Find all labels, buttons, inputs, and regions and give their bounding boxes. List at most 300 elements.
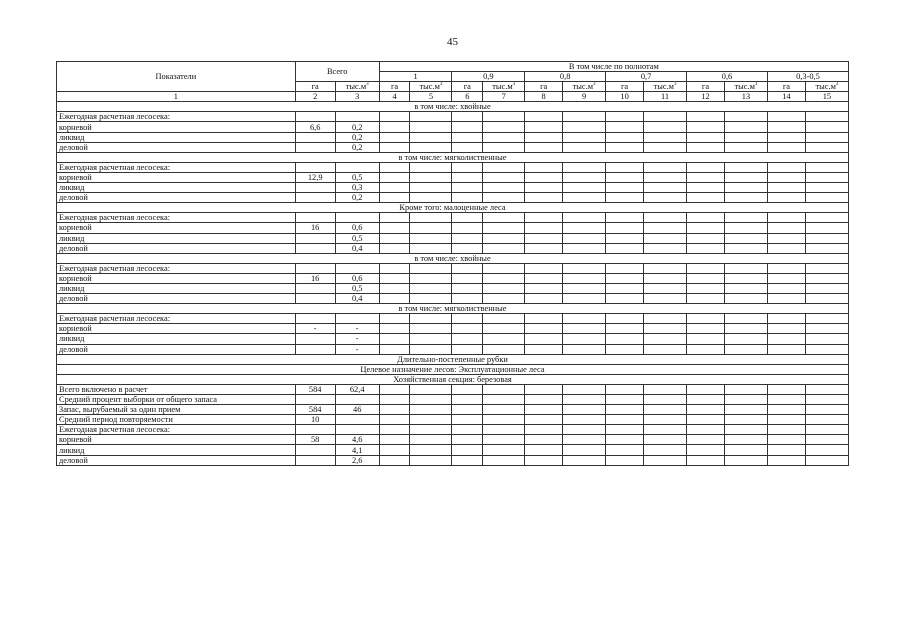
cell-empty xyxy=(483,324,525,334)
table-row xyxy=(57,445,849,455)
cell-empty xyxy=(452,263,483,273)
cell-empty xyxy=(410,122,452,132)
cell-empty xyxy=(805,273,848,283)
cell-empty xyxy=(452,273,483,283)
cell-empty xyxy=(805,324,848,334)
cell-total-m3: - xyxy=(335,334,379,344)
cell-empty xyxy=(644,344,687,354)
cell-empty xyxy=(410,263,452,273)
cell-empty xyxy=(687,283,725,293)
cell-empty xyxy=(452,334,483,344)
table-row xyxy=(57,213,849,223)
cell-empty xyxy=(724,273,767,283)
cell-empty xyxy=(724,122,767,132)
cell-empty xyxy=(724,172,767,182)
header-density: 0,7 xyxy=(606,72,687,82)
cell-empty xyxy=(805,294,848,304)
cell-empty xyxy=(410,425,452,435)
cell-empty xyxy=(563,445,606,455)
cell-empty xyxy=(483,183,525,193)
cell-empty xyxy=(525,273,563,283)
cell-empty xyxy=(563,162,606,172)
cell-empty xyxy=(687,213,725,223)
row-label: Средний процент выборки от общего запаса xyxy=(57,395,296,405)
cell-empty xyxy=(525,455,563,465)
cell-empty xyxy=(410,314,452,324)
cell-empty xyxy=(525,415,563,425)
cell-empty xyxy=(644,112,687,122)
column-number: 4 xyxy=(379,92,410,102)
cell-empty xyxy=(563,233,606,243)
row-label: Ежегодная расчетная лесосека: xyxy=(57,314,296,324)
cell-total-ha xyxy=(295,334,335,344)
table-row xyxy=(57,344,849,354)
cell-empty xyxy=(606,183,644,193)
cell-empty xyxy=(644,455,687,465)
column-number: 13 xyxy=(724,92,767,102)
section-row xyxy=(57,374,849,384)
cell-empty xyxy=(483,172,525,182)
cell-empty xyxy=(525,324,563,334)
row-label: ликвид xyxy=(57,445,296,455)
cell-empty xyxy=(379,344,410,354)
cell-total-ha: - xyxy=(295,324,335,334)
cell-empty xyxy=(563,314,606,324)
cell-total-ha xyxy=(295,183,335,193)
cell-empty xyxy=(805,183,848,193)
cell-empty xyxy=(483,344,525,354)
unit-m3-superscript: 3 xyxy=(593,82,596,88)
cell-empty xyxy=(483,213,525,223)
cell-empty xyxy=(452,132,483,142)
cell-empty xyxy=(525,425,563,435)
cell-empty xyxy=(805,384,848,394)
cell-empty xyxy=(724,405,767,415)
cell-empty xyxy=(525,294,563,304)
cell-empty xyxy=(563,213,606,223)
cell-empty xyxy=(563,283,606,293)
cell-total-ha: 584 xyxy=(295,405,335,415)
cell-total-m3: 0,2 xyxy=(335,193,379,203)
cell-empty xyxy=(483,455,525,465)
cell-total-ha xyxy=(295,455,335,465)
cell-empty xyxy=(483,162,525,172)
cell-empty xyxy=(644,243,687,253)
row-label: Средний период повторяемости xyxy=(57,415,296,425)
cell-empty xyxy=(410,142,452,152)
unit-ha: га xyxy=(379,82,410,92)
cell-empty xyxy=(644,435,687,445)
cell-empty xyxy=(410,233,452,243)
table-row xyxy=(57,243,849,253)
cell-empty xyxy=(687,172,725,182)
unit-m3-superscript: 3 xyxy=(512,82,516,88)
cell-empty xyxy=(379,405,410,415)
cell-empty xyxy=(483,405,525,415)
row-label: ликвид xyxy=(57,334,296,344)
cell-empty xyxy=(410,213,452,223)
row-label: корневой xyxy=(57,223,296,233)
cell-empty xyxy=(606,142,644,152)
cell-total-m3 xyxy=(335,162,379,172)
table-row xyxy=(57,314,849,324)
cell-empty xyxy=(687,455,725,465)
cell-empty xyxy=(805,415,848,425)
cell-total-m3: 0,3 xyxy=(335,183,379,193)
section-title: Хозяйственная секция: березовая xyxy=(57,374,849,384)
table-row xyxy=(57,162,849,172)
cell-empty xyxy=(724,324,767,334)
cell-empty xyxy=(606,213,644,223)
cell-total-m3: 0,6 xyxy=(335,223,379,233)
row-label: корневой xyxy=(57,172,296,182)
cell-empty xyxy=(606,172,644,182)
cell-empty xyxy=(525,172,563,182)
cell-empty xyxy=(606,324,644,334)
cell-total-ha xyxy=(295,344,335,354)
cell-empty xyxy=(687,112,725,122)
table-row xyxy=(57,193,849,203)
cell-empty xyxy=(410,405,452,415)
cell-empty xyxy=(687,324,725,334)
row-label: деловой xyxy=(57,455,296,465)
cell-empty xyxy=(452,142,483,152)
cell-total-m3: - xyxy=(335,324,379,334)
cell-empty xyxy=(379,213,410,223)
table-row xyxy=(57,142,849,152)
cell-empty xyxy=(563,263,606,273)
cell-empty xyxy=(525,283,563,293)
cell-total-ha xyxy=(295,263,335,273)
header-density: 0,8 xyxy=(525,72,606,82)
cell-empty xyxy=(525,213,563,223)
cell-total-ha xyxy=(295,243,335,253)
cell-empty xyxy=(767,162,805,172)
cell-empty xyxy=(410,172,452,182)
unit-m3 xyxy=(644,82,687,92)
cell-empty xyxy=(563,405,606,415)
cell-empty xyxy=(563,324,606,334)
cell-total-ha xyxy=(295,193,335,203)
cell-empty xyxy=(644,122,687,132)
cell-empty xyxy=(410,445,452,455)
cell-total-m3 xyxy=(335,314,379,324)
cell-empty xyxy=(767,183,805,193)
cell-empty xyxy=(644,405,687,415)
unit-ha: га xyxy=(525,82,563,92)
row-label: деловой xyxy=(57,142,296,152)
cell-empty xyxy=(767,324,805,334)
cell-empty xyxy=(724,334,767,344)
cell-total-m3: 46 xyxy=(335,405,379,415)
cell-empty xyxy=(379,334,410,344)
section-row xyxy=(57,364,849,374)
cell-empty xyxy=(483,415,525,425)
cell-empty xyxy=(644,283,687,293)
cell-empty xyxy=(724,233,767,243)
unit-m3 xyxy=(805,82,848,92)
cell-empty xyxy=(644,314,687,324)
cell-empty xyxy=(606,415,644,425)
cell-empty xyxy=(525,344,563,354)
unit-m3-superscript: 3 xyxy=(835,82,839,88)
cell-empty xyxy=(452,183,483,193)
table-row xyxy=(57,223,849,233)
row-label: ликвид xyxy=(57,233,296,243)
cell-total-m3: 0,5 xyxy=(335,283,379,293)
row-label: деловой xyxy=(57,344,296,354)
cell-total-m3: 0,6 xyxy=(335,273,379,283)
cell-empty xyxy=(410,193,452,203)
cell-total-m3 xyxy=(335,112,379,122)
cell-empty xyxy=(452,455,483,465)
column-number: 1 xyxy=(57,92,296,102)
cell-empty xyxy=(483,122,525,132)
cell-empty xyxy=(483,142,525,152)
cell-empty xyxy=(724,223,767,233)
cell-empty xyxy=(644,395,687,405)
cell-empty xyxy=(724,193,767,203)
cell-empty xyxy=(410,455,452,465)
cell-empty xyxy=(379,384,410,394)
section-row xyxy=(57,354,849,364)
cell-empty xyxy=(483,273,525,283)
cell-empty xyxy=(379,294,410,304)
cell-empty xyxy=(452,122,483,132)
cell-total-ha xyxy=(295,425,335,435)
cell-empty xyxy=(606,193,644,203)
header-row-column-numbers xyxy=(57,92,849,102)
cell-empty xyxy=(606,425,644,435)
column-number: 8 xyxy=(525,92,563,102)
table-row xyxy=(57,263,849,273)
cell-empty xyxy=(452,435,483,445)
cell-empty xyxy=(805,223,848,233)
header-indicators: Показатели xyxy=(57,62,296,92)
cell-empty xyxy=(724,415,767,425)
cell-empty xyxy=(724,395,767,405)
cell-empty xyxy=(410,435,452,445)
row-label: ликвид xyxy=(57,283,296,293)
cell-empty xyxy=(805,455,848,465)
cell-empty xyxy=(644,142,687,152)
cell-empty xyxy=(410,223,452,233)
cell-empty xyxy=(724,294,767,304)
cell-empty xyxy=(525,243,563,253)
cell-empty xyxy=(767,243,805,253)
section-title: в том числе: мягколиственные xyxy=(57,304,849,314)
cell-empty xyxy=(724,283,767,293)
cell-empty xyxy=(379,223,410,233)
cell-empty xyxy=(606,223,644,233)
cell-empty xyxy=(483,294,525,304)
section-row xyxy=(57,304,849,314)
cell-empty xyxy=(483,193,525,203)
column-number: 11 xyxy=(644,92,687,102)
cell-empty xyxy=(767,233,805,243)
row-label: корневой xyxy=(57,273,296,283)
cell-empty xyxy=(483,395,525,405)
cell-total-m3: 4,1 xyxy=(335,445,379,455)
cell-total-m3 xyxy=(335,263,379,273)
table-row xyxy=(57,395,849,405)
cell-empty xyxy=(687,445,725,455)
cell-empty xyxy=(767,425,805,435)
cell-empty xyxy=(767,263,805,273)
cell-empty xyxy=(644,172,687,182)
section-title: Целевое назначение лесов: Эксплуатационные леса xyxy=(57,364,849,374)
unit-ha: га xyxy=(295,82,335,92)
cell-empty xyxy=(767,334,805,344)
row-label: Запас, вырубаемый за один прием xyxy=(57,405,296,415)
cell-empty xyxy=(767,112,805,122)
section-title: в том числе: хвойные xyxy=(57,102,849,112)
cell-empty xyxy=(644,334,687,344)
cell-empty xyxy=(379,193,410,203)
cell-empty xyxy=(724,263,767,273)
column-number: 3 xyxy=(335,92,379,102)
section-row xyxy=(57,102,849,112)
cell-empty xyxy=(410,415,452,425)
unit-m3 xyxy=(410,82,452,92)
cell-empty xyxy=(724,344,767,354)
cell-total-m3: 0,2 xyxy=(335,142,379,152)
cell-empty xyxy=(525,162,563,172)
cell-empty xyxy=(767,273,805,283)
section-row xyxy=(57,253,849,263)
cell-empty xyxy=(379,112,410,122)
cell-empty xyxy=(563,384,606,394)
cell-empty xyxy=(767,455,805,465)
cell-empty xyxy=(687,314,725,324)
cell-total-ha: 6,6 xyxy=(295,122,335,132)
column-number: 10 xyxy=(606,92,644,102)
cell-empty xyxy=(525,132,563,142)
cell-empty xyxy=(805,445,848,455)
table-row xyxy=(57,384,849,394)
cell-empty xyxy=(525,142,563,152)
cell-empty xyxy=(525,314,563,324)
cell-empty xyxy=(379,415,410,425)
cell-total-m3: 0,5 xyxy=(335,172,379,182)
cell-empty xyxy=(379,132,410,142)
cell-empty xyxy=(379,183,410,193)
cell-empty xyxy=(452,445,483,455)
cell-empty xyxy=(483,384,525,394)
cell-empty xyxy=(410,384,452,394)
cell-empty xyxy=(687,294,725,304)
cell-empty xyxy=(483,425,525,435)
cell-empty xyxy=(452,425,483,435)
cell-empty xyxy=(483,132,525,142)
cell-empty xyxy=(410,273,452,283)
header-density: 0,3-0,5 xyxy=(767,72,848,82)
row-label: корневой xyxy=(57,324,296,334)
cell-empty xyxy=(452,243,483,253)
cell-empty xyxy=(767,314,805,324)
cell-empty xyxy=(687,273,725,283)
cell-empty xyxy=(687,435,725,445)
cell-total-ha xyxy=(295,314,335,324)
cell-empty xyxy=(379,314,410,324)
cell-empty xyxy=(606,112,644,122)
cell-empty xyxy=(767,415,805,425)
cell-empty xyxy=(525,183,563,193)
cell-empty xyxy=(379,233,410,243)
cell-empty xyxy=(379,243,410,253)
cell-empty xyxy=(606,283,644,293)
cell-total-ha xyxy=(295,132,335,142)
unit-m3 xyxy=(335,82,379,92)
unit-m3-superscript: 3 xyxy=(439,82,443,88)
cell-empty xyxy=(724,112,767,122)
column-number: 12 xyxy=(687,92,725,102)
cell-empty xyxy=(606,435,644,445)
cell-empty xyxy=(724,243,767,253)
cell-empty xyxy=(452,223,483,233)
cell-empty xyxy=(767,294,805,304)
cell-empty xyxy=(452,294,483,304)
cell-empty xyxy=(525,193,563,203)
table-row xyxy=(57,334,849,344)
table-row xyxy=(57,415,849,425)
cell-empty xyxy=(606,233,644,243)
table-row xyxy=(57,283,849,293)
cell-empty xyxy=(606,294,644,304)
cell-empty xyxy=(379,324,410,334)
cell-empty xyxy=(687,162,725,172)
cell-empty xyxy=(767,193,805,203)
cell-total-m3 xyxy=(335,395,379,405)
cell-empty xyxy=(563,223,606,233)
cell-total-m3: 4,6 xyxy=(335,435,379,445)
column-number: 5 xyxy=(410,92,452,102)
cell-empty xyxy=(563,112,606,122)
unit-m3 xyxy=(724,82,767,92)
cell-empty xyxy=(606,395,644,405)
cell-empty xyxy=(724,384,767,394)
cell-empty xyxy=(452,405,483,415)
cell-empty xyxy=(767,384,805,394)
row-label: деловой xyxy=(57,243,296,253)
cell-empty xyxy=(606,314,644,324)
unit-m3-text: тыс.м xyxy=(492,82,513,92)
cell-empty xyxy=(483,263,525,273)
cell-empty xyxy=(525,263,563,273)
cell-empty xyxy=(452,172,483,182)
cell-total-ha: 12,9 xyxy=(295,172,335,182)
cell-empty xyxy=(410,283,452,293)
cell-empty xyxy=(483,233,525,243)
cell-empty xyxy=(452,415,483,425)
cell-empty xyxy=(483,283,525,293)
cell-total-m3 xyxy=(335,415,379,425)
cell-empty xyxy=(563,334,606,344)
row-label: деловой xyxy=(57,294,296,304)
cell-empty xyxy=(452,233,483,243)
cell-empty xyxy=(805,172,848,182)
table-row xyxy=(57,425,849,435)
cell-empty xyxy=(767,435,805,445)
cell-empty xyxy=(767,223,805,233)
cell-empty xyxy=(379,263,410,273)
cell-empty xyxy=(644,162,687,172)
cell-empty xyxy=(687,425,725,435)
section-title: Длительно-постепенные рубки xyxy=(57,354,849,364)
cell-total-m3 xyxy=(335,425,379,435)
cell-empty xyxy=(687,183,725,193)
cell-empty xyxy=(805,112,848,122)
